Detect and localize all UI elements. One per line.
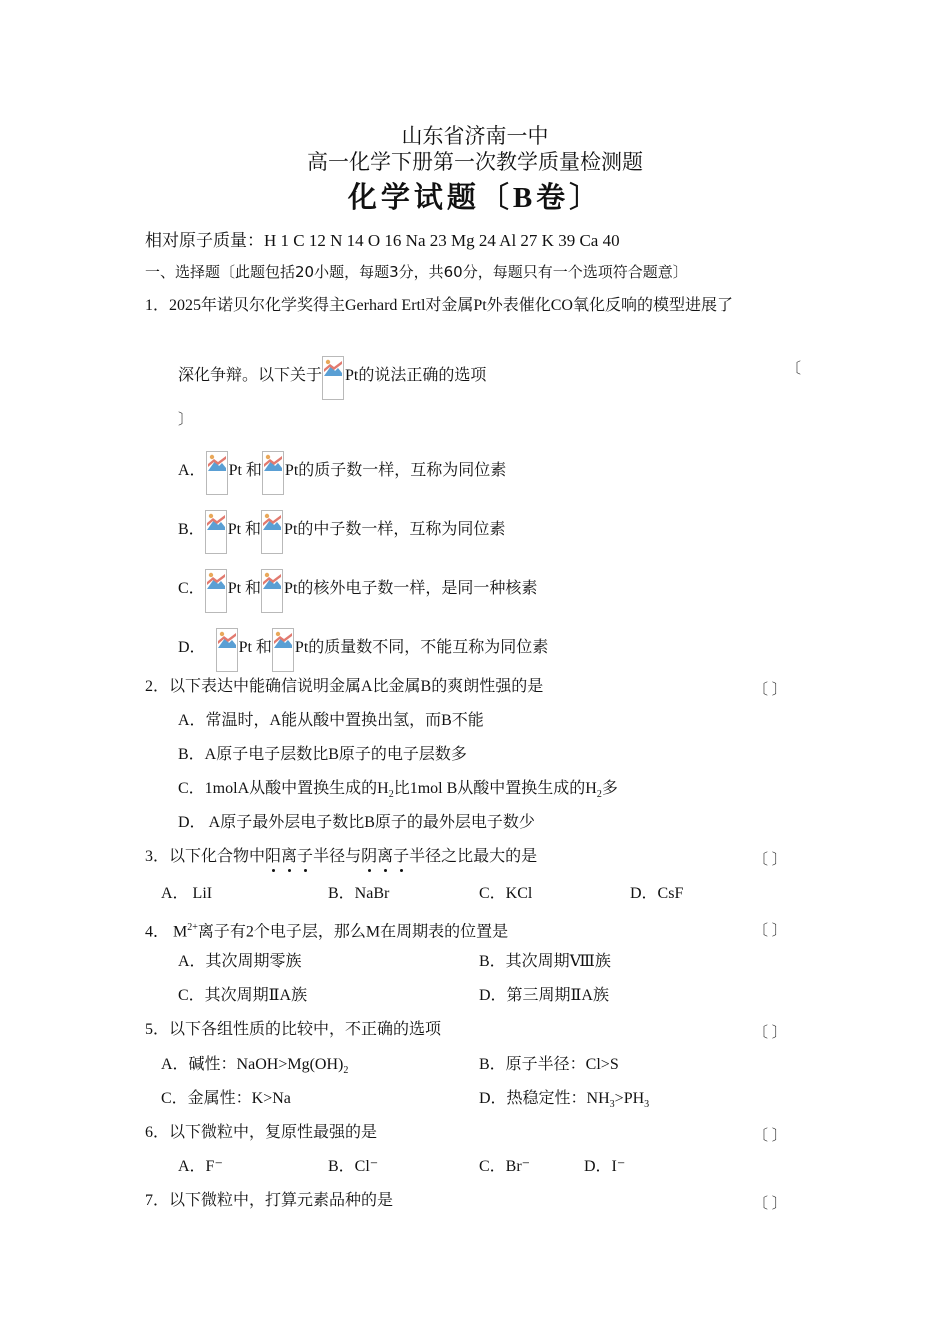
broken-image-icon [205, 510, 227, 554]
atomic-mass-line: 相对原子质量：H 1 C 12 N 14 O 16 Na 23 Mg 24 Al 27 K 39 Ca 40 [145, 231, 620, 250]
subscript: 2 [596, 789, 602, 801]
broken-image-icon [216, 628, 238, 672]
q1-option-d [178, 628, 548, 672]
subscript: 2 [388, 789, 394, 801]
q2-option-b: B．A原子电子层数比B原子的电子层数多 [178, 746, 467, 763]
q6-option-c: C．Br⁻ [479, 1158, 531, 1175]
q5-option-a [161, 1055, 348, 1081]
broken-image-icon [322, 356, 344, 400]
q5-option-d [479, 1089, 649, 1115]
emphasis-char: 离 [377, 848, 394, 865]
q3-option-a: A． LiI [161, 885, 213, 902]
q1-option-b [178, 510, 505, 554]
q4-option-d: D．第三周期ⅡA族 [479, 987, 609, 1004]
q3-option-d: D．CsF [630, 885, 684, 902]
q2-answer-paren: 〔 〕 [753, 682, 787, 698]
emphasis-char: 子 [297, 848, 314, 865]
school-name: 山东省济南一中 [401, 124, 549, 148]
q4-stem [145, 918, 508, 942]
q7-stem: 7．以下微粒中，打算元素品种的是 [145, 1192, 394, 1209]
option-text: Pt 和 [227, 580, 262, 597]
q2-stem: 2．以下表达中能确信说明金属A比金属B的爽朗性强的是 [145, 678, 544, 695]
q5-stem: 5．以下各组性质的比较中，不正确的选项 [145, 1021, 442, 1038]
q6-option-b: B．Cl⁻ [328, 1158, 379, 1175]
q2-option-a: A．常温时，A能从酸中置换出氢，而B不能 [178, 712, 484, 729]
subscript: 3 [644, 1099, 650, 1111]
option-text: C．1molA从酸中置换生成的H [178, 780, 389, 797]
q1-stem-line2 [178, 356, 486, 400]
subscript: 2 [343, 1065, 349, 1077]
q1-answer-paren-open: 〔 [786, 361, 802, 377]
broken-image-icon [205, 569, 227, 613]
q1-option-c [178, 569, 537, 613]
q1-stem-post: Pt的说法正确的选项 [345, 367, 487, 384]
q4-option-b: B．其次周期Ⅷ族 [479, 953, 611, 970]
option-text: Pt 和 [238, 639, 272, 656]
q5-answer-paren: 〔 〕 [753, 1025, 787, 1041]
option-label: A． [178, 462, 206, 479]
option-text: A．碱性：NaOH>Mg(OH) [161, 1056, 344, 1073]
option-text: >PH [614, 1090, 645, 1107]
q3-option-c: C．KCl [479, 885, 533, 902]
stem-text: 4． M [145, 923, 188, 941]
q6-stem: 6．以下微粒中，复原性最强的是 [145, 1124, 378, 1141]
paper-title: 化学试题〔B卷〕 [347, 182, 603, 214]
emphasis-char: 阳 [265, 848, 282, 865]
exam-name: 高一化学下册第一次教学质量检测题 [307, 150, 643, 174]
option-text: Pt的质子数一样，互称为同位素 [284, 462, 507, 479]
superscript: 2+ [187, 922, 198, 933]
q6-option-d: D．I⁻ [584, 1158, 626, 1175]
option-text: Pt的质量数不同，不能互称为同位素 [294, 639, 549, 656]
option-text: D．热稳定性：NH [479, 1090, 610, 1107]
option-label: C． [178, 580, 205, 597]
emphasis-char: 离 [281, 848, 298, 865]
q3-option-b: B．NaBr [328, 885, 390, 902]
emphasis-char: 子 [393, 848, 410, 865]
q1-option-a [178, 451, 506, 495]
q5-option-c: C．金属性：K>Na [161, 1090, 291, 1107]
option-label: D． [178, 639, 206, 656]
stem-text: 半径之比最大的是 [409, 848, 538, 865]
stem-text: 离子有2个电子层，那么M在周期表的位置是 [197, 923, 509, 941]
broken-image-icon [262, 451, 284, 495]
q6-option-a: A．F⁻ [178, 1158, 223, 1175]
section-heading: 一、选择题〔此题包括20小题，每题3分，共60分，每题只有一个选项符合题意〕 [145, 263, 688, 281]
q6-answer-paren: 〔 〕 [753, 1128, 787, 1144]
broken-image-icon [206, 451, 228, 495]
emphasis-char: 阴 [361, 848, 378, 865]
q1-answer-paren-close: 〕 [178, 412, 194, 428]
subscript: 3 [609, 1099, 615, 1111]
option-text: Pt的核外电子数一样，是同一种核素 [284, 580, 538, 597]
q1-stem-line1: 1．2025年诺贝尔化学奖得主Gerhard Ertl对金属Pt外表催化CO氧化反响的模型进展了 [145, 297, 733, 314]
stem-text: 3．以下化合物中 [145, 848, 266, 865]
q3-answer-paren: 〔 〕 [753, 852, 787, 868]
q3-stem [145, 847, 537, 867]
q4-option-c: C．其次周期ⅡA族 [178, 987, 308, 1004]
option-text: Pt 和 [227, 521, 262, 538]
stem-text: 半径与 [313, 848, 362, 865]
broken-image-icon [261, 510, 283, 554]
q7-answer-paren: 〔 〕 [753, 1196, 787, 1212]
q4-option-a: A．其次周期零族 [178, 953, 302, 970]
option-text: Pt的中子数一样，互称为同位素 [284, 521, 506, 538]
q1-stem-pre: 深化争辩。以下关于 [178, 367, 323, 384]
q5-option-b: B．原子半径：Cl>S [479, 1056, 619, 1073]
option-text: Pt 和 [228, 462, 262, 479]
option-label: B． [178, 521, 205, 538]
option-text: 比1mol B从酸中置换生成的H [393, 780, 597, 797]
broken-image-icon [261, 569, 283, 613]
broken-image-icon [272, 628, 294, 672]
q4-answer-paren: 〔 〕 [753, 923, 787, 939]
option-text: 多 [601, 780, 618, 797]
q2-option-c [178, 779, 618, 805]
q2-option-d: D． A原子最外层电子数比B原子的最外层电子数少 [178, 814, 535, 831]
